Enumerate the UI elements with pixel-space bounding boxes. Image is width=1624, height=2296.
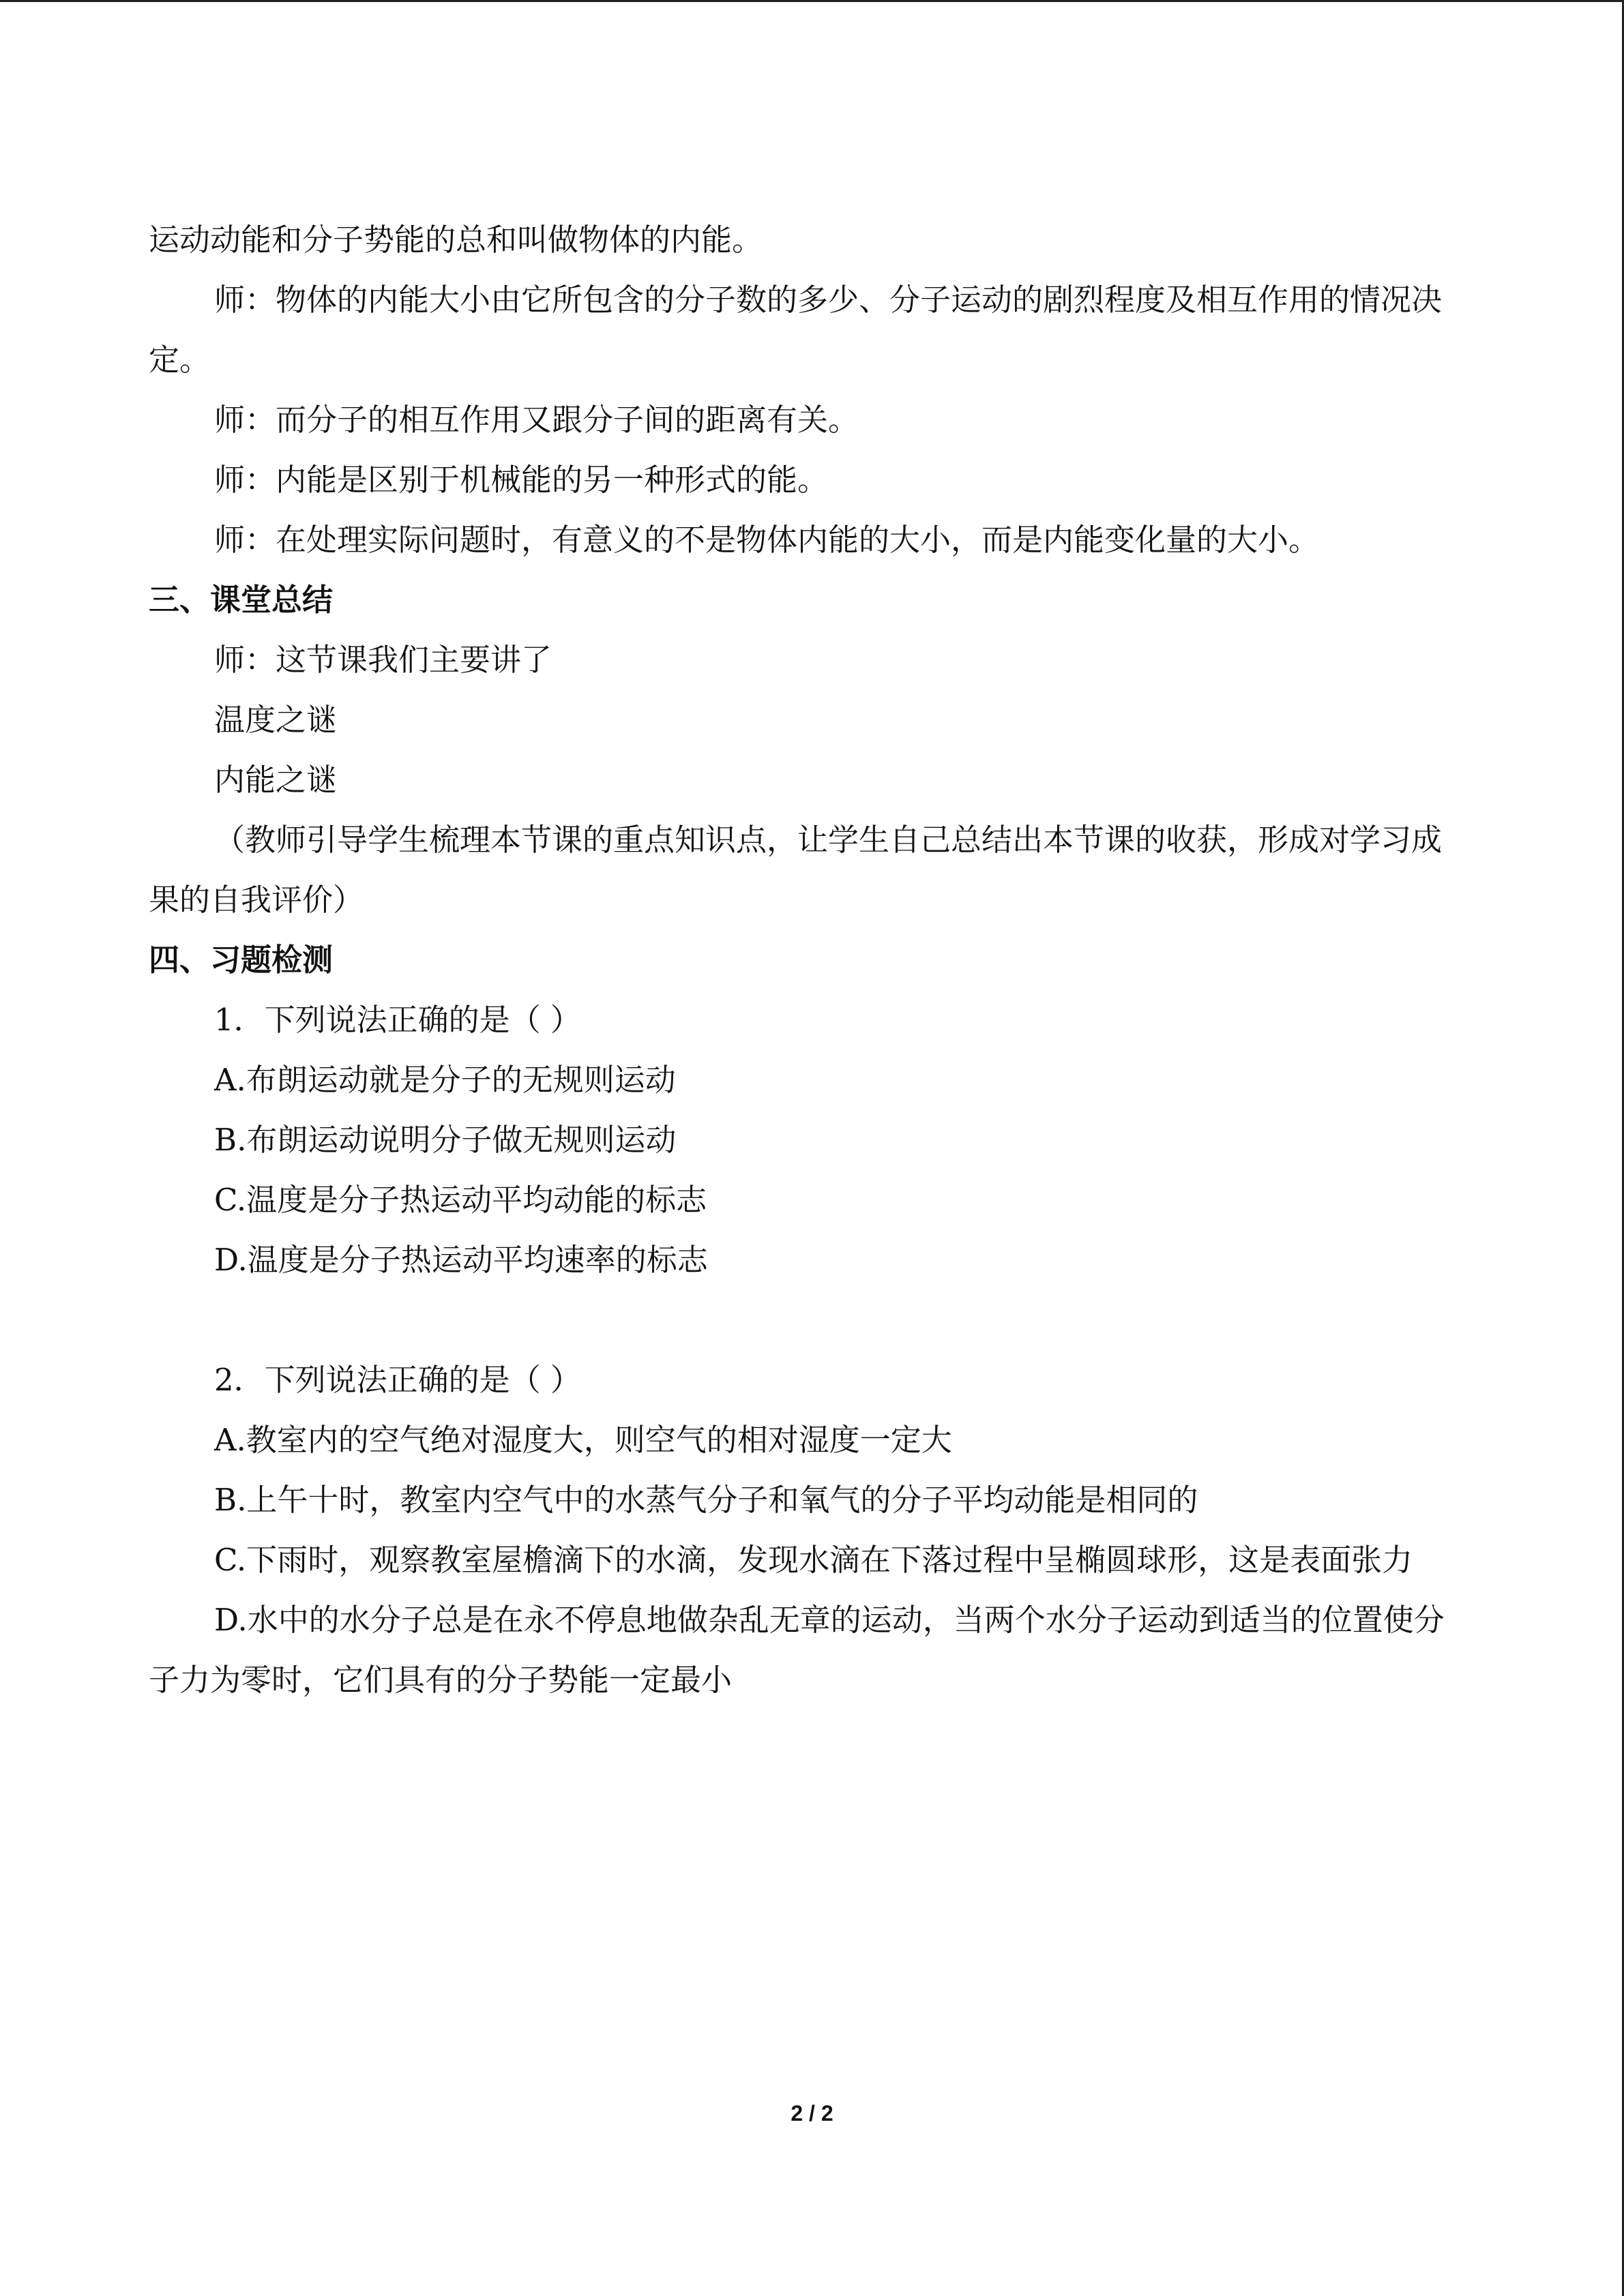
question-2-stem: 2．下列说法正确的是（ ） <box>214 1362 581 1398</box>
summary-line: 师：这节课我们主要讲了 <box>214 642 552 678</box>
question-2-option-c: C.下雨时，观察教室屋檐滴下的水滴，发现水滴在下落过程中呈椭圆球形，这是表面张力 <box>214 1542 1413 1578</box>
teacher-line-4: 师：在处理实际问题时，有意义的不是物体内能的大小，而是内能变化量的大小。 <box>214 522 1320 558</box>
summary-item-temperature: 温度之谜 <box>214 702 338 738</box>
summary-item-internal-energy: 内能之谜 <box>214 762 338 798</box>
page-content <box>149 210 1458 1710</box>
question-1-option-d: D.温度是分子热运动平均速率的标志 <box>214 1242 708 1278</box>
page-number: 2 / 2 <box>791 2101 833 2126</box>
question-1-stem: 1．下列说法正确的是（ ） <box>214 1002 581 1038</box>
section-heading-exercises: 四、习题检测 <box>149 942 334 978</box>
question-2-option-d: D.水中的水分子总是在永不停息地做杂乱无章的运动，当两个水分子运动到适当的位置使分子力为零时，它们具有的分子势能一定最小 <box>149 1602 1445 1698</box>
question-1-option-c: C.温度是分子热运动平均动能的标志 <box>214 1182 707 1218</box>
summary-note: （教师引导学生梳理本节课的重点知识点，让学生自己总结出本节课的收获，形成对学习成果的自我评价） <box>149 822 1443 918</box>
question-1-option-a: A.布朗运动就是分子的无规则运动 <box>214 1062 676 1098</box>
question-1-option-b: B.布朗运动说明分子做无规则运动 <box>214 1122 677 1158</box>
spacer <box>149 1290 1458 1350</box>
teacher-line-3: 师：内能是区别于机械能的另一种形式的能。 <box>214 462 829 498</box>
intro-line: 运动动能和分子势能的总和叫做物体的内能。 <box>149 222 763 258</box>
question-2-option-a: A.教室内的空气绝对湿度大，则空气的相对湿度一定大 <box>214 1422 952 1458</box>
section-heading-summary: 三、课堂总结 <box>149 582 334 618</box>
question-2-option-b: B.上午十时，教室内空气中的水蒸气分子和氧气的分子平均动能是相同的 <box>214 1482 1198 1518</box>
teacher-line-1: 师：物体的内能大小由它所包含的分子数的多少、分子运动的剧烈程度及相互作用的情况决定。 <box>149 282 1443 378</box>
teacher-line-2: 师：而分子的相互作用又跟分子间的距离有关。 <box>214 402 859 438</box>
